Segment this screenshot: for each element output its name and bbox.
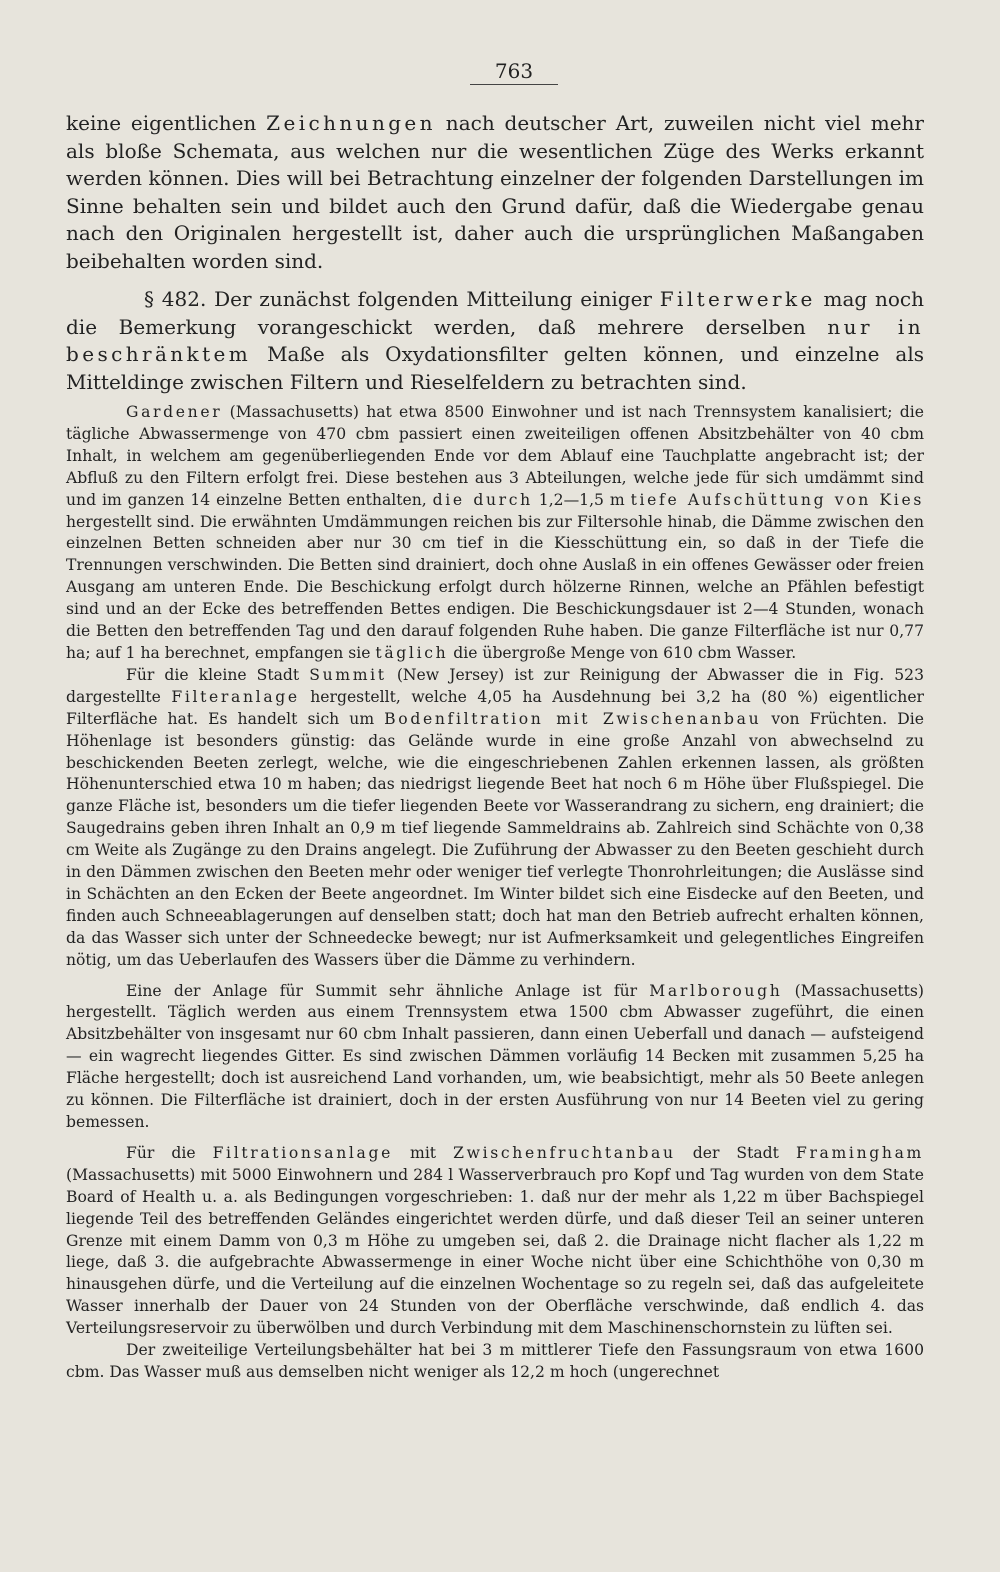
text-run: (Massachusetts) hat etwa 8500 Einwohner und ist nach Trennsystem kanalisiert; die tägliche Abwassermenge von 470 cbm passiert einen zweiteiligen offenen Absitzbehälter von 40 cbm Inhalt, in welchem am gegenüberliegenden Ende vor dem Ablauf eine Tauchplatte angebracht ist; der Abfluß zu den Filtern erfolgt frei. Diese bestehen aus 3 Abteilungen, welche jede für sich umdämmt sind und im ganzen 14 einzelne Betten enthalten, (66, 403, 924, 509)
paragraph-marlborough (66, 981, 924, 1134)
text-run: mit (393, 1143, 454, 1162)
spaced-emphasis-text: Marlborough (649, 981, 783, 1000)
paragraph-framingham (66, 1143, 924, 1340)
text-run: Eine der Anlage für Summit sehr ähnliche Anlage ist für (126, 981, 650, 1000)
text-run: Der zweiteilige Verteilungsbehälter hat bei 3 m mittlerer Tiefe den Fassungsraum von etwa 1600 cbm. Das Wasser muß aus demselben nicht weniger als 12,2 m hoch (ungerechnet (66, 1341, 924, 1381)
spaced-emphasis-text: Zwischenfruchtanbau (453, 1143, 676, 1162)
text-run: nach deutscher Art, zuweilen nicht viel mehr als bloße Schemata, aus welchen nur die wesentlichen Züge des Werks erkannt werden können. Dies will bei Betrachtung einzelner der folgenden Darstellungen im Sinne behalten sein und bildet auch den Grund dafür, daß die Wiedergabe genau nach den Originalen hergestellt ist, daher auch die ursprünglichen Maßangaben beibehalten worden sind. (66, 111, 924, 273)
spaced-emphasis-text: die durch (432, 490, 533, 509)
spaced-emphasis-text: täglich (375, 643, 449, 662)
page-number: 763 (470, 58, 558, 85)
text-run: die übergroße Menge von 610 cbm Wasser. (448, 643, 797, 662)
spaced-emphasis-text: Gardener (126, 403, 223, 421)
text-run: hergestellt, welche 4,05 ha Ausdehnung bei 3,2 ha (80 %) eigentlicher Filterfläche hat. Es handelt sich um (66, 687, 924, 728)
spaced-emphasis-text: Bodenfiltration mit Zwischenanbau (384, 709, 762, 728)
spaced-emphasis-text: Framingham (795, 1143, 924, 1162)
paragraph-summit (66, 665, 924, 972)
text-run: (New Jersey) ist zur Reinigung der Abwasser die in Fig. 523 dargestellte (66, 665, 924, 706)
text-run: Für die (126, 1143, 213, 1162)
spaced-emphasis-text: Filteranlage (171, 687, 300, 706)
paragraph-section-482 (66, 286, 924, 396)
spaced-emphasis-text: Zeichnungen (266, 111, 436, 135)
text-run: (Massachusetts) mit 5000 Einwohnern und 284 l Wasserverbrauch pro Kopf und Tag wurden von dem State Board of Health u. a. als Bedingungen vorgeschrieben: 1. daß nur der mehr als 1,22 m über Bachspiegel liegende Teil des betreffenden Geländes eingerichtet werden dürfe, und daß dieser Teil an seiner unteren Grenze mit einem Damm von 0,3 m Höhe zu umgeben sei, daß 2. die Drainage nicht flacher als 1,22 m liege, daß 3. die aufgebrachte Abwassermenge in einer Woche nicht über eine Schichthöhe von 0,30 m hinausgehen dürfe, und die Verteilung auf die einzelnen Wochentage so zu regeln sei, daß das aufgeleitete Wasser innerhalb der Dauer von 24 Stunden von der Oberfläche verschwinde, daß endlich 4. das Verteilungsreservoir zu überwölben und durch Verbindung mit dem Maschinenschornstein zu lüften sei. (66, 1165, 924, 1338)
text-run: mag noch die Bemerkung vorangeschickt werden, daß mehrere derselben (66, 287, 924, 339)
text-run: Für die kleine Stadt (126, 665, 310, 684)
paragraph-gardener (66, 402, 924, 665)
spaced-emphasis-text: Filterwerke (659, 287, 816, 311)
paragraph-intro (66, 110, 924, 275)
text-run: (Massachusetts) hergestellt. Täglich werden aus einem Trennsystem etwa 1500 cbm Abwasser zugeführt, die einen Absitzbehälter von insgesamt nur 60 cbm Inhalt passieren, dann einen Ueberfall und danach — aufsteigend — ein wagrecht liegendes Gitter. Es sind zwischen Dämmen vorläufig 14 Becken mit zusammen 5,25 ha Fläche hergestellt; doch ist ausreichend Land vorhanden, um, wie beabsichtigt, mehr als 50 Beete anlegen zu können. Die Filterfläche ist drainiert, doch in der ersten Ausführung von nur 14 Beeten viel zu gering bemessen. (66, 981, 924, 1131)
text-run: der Stadt (675, 1143, 796, 1162)
spaced-emphasis-text: nur in beschränktem (66, 314, 925, 366)
text-run: 1,2—1,5 m (532, 490, 631, 509)
spaced-emphasis-text: Summit (309, 665, 387, 684)
spaced-emphasis-text: tiefe Aufschüttung von Kies (630, 490, 924, 509)
spaced-emphasis-text: Filtrationsanlage (212, 1143, 393, 1162)
text-run: hergestellt sind. Die erwähnten Umdämmungen reichen bis zur Filtersohle hinab, die Dämme zwischen den einzelnen Betten schneiden aber nur 30 cm tief in die Kiesschüttung ein, so daß in der Tiefe die Trennungen verschwinden. Die Betten sind drainiert, doch ohne Auslaß in ein offenes Gewässer oder freien Ausgang am unteren Ende. Die Beschickung erfolgt durch hölzerne Rinnen, welche an Pfählen befestigt sind und an der Ecke des betreffenden Bettes endigen. Die Beschickungsdauer ist 2—4 Stunden, wonach die Betten den betreffenden Tag und den darauf folgenden Ruhe haben. Die ganze Filterfläche ist nur 0,77 ha; auf 1 ha berechnet, empfangen sie (66, 512, 924, 662)
intro-section (66, 110, 924, 396)
paragraph-verteilungsbehaelter (66, 1340, 924, 1384)
page-text (66, 110, 924, 1384)
text-run: Maße als Oxydationsfilter gelten können, und einzelne als Mitteldinge zwischen Filtern und Rieselfeldern zu betrachten sind. (66, 342, 924, 394)
body-section (66, 402, 924, 1384)
text-run: § 482. Der zunächst folgenden Mitteilung einiger (144, 287, 660, 311)
text-run: keine eigentlichen (66, 111, 267, 135)
text-run: von Früchten. Die Höhenlage ist besonders günstig: das Gelände wurde in eine große Anzahl von abwechselnd zu beschickenden Beeten zerlegt, welche, wie die eingeschriebenen Zahlen erkennen lassen, als größten Höhenunterschied etwa 10 m haben; das niedrigst liegende Beet hat noch 6 m Höhe über Flußspiegel. Die ganze Fläche ist, besonders um die tiefer liegenden Beete vor Wasserandrang zu sichern, eng drainiert; die Saugedrains geben ihren Inhalt an 0,9 m tief liegende Sammeldrains ab. Zahlreich sind Schächte von 0,38 cm Weite als Zugänge zu den Drains angelegt. Die Zuführung der Abwasser zu den Beeten geschieht durch in den Dämmen zwischen den Beeten mehr oder weniger tief verlegte Thonrohrleitungen; die Auslässe sind in Schächten an den Ecken der Beete angeordnet. Im Winter bildet sich eine Eisdecke auf den Beeten, und finden auch Schneeablagerungen auf denselben statt; doch hat man den Betrieb aufrecht erhalten können, da das Wasser sich unter der Schneedecke bewegt; nur ist Aufmerksamkeit und gelegentliches Eingreifen nötig, um das Ueberlaufen des Wassers über die Dämme zu verhindern. (66, 709, 924, 969)
